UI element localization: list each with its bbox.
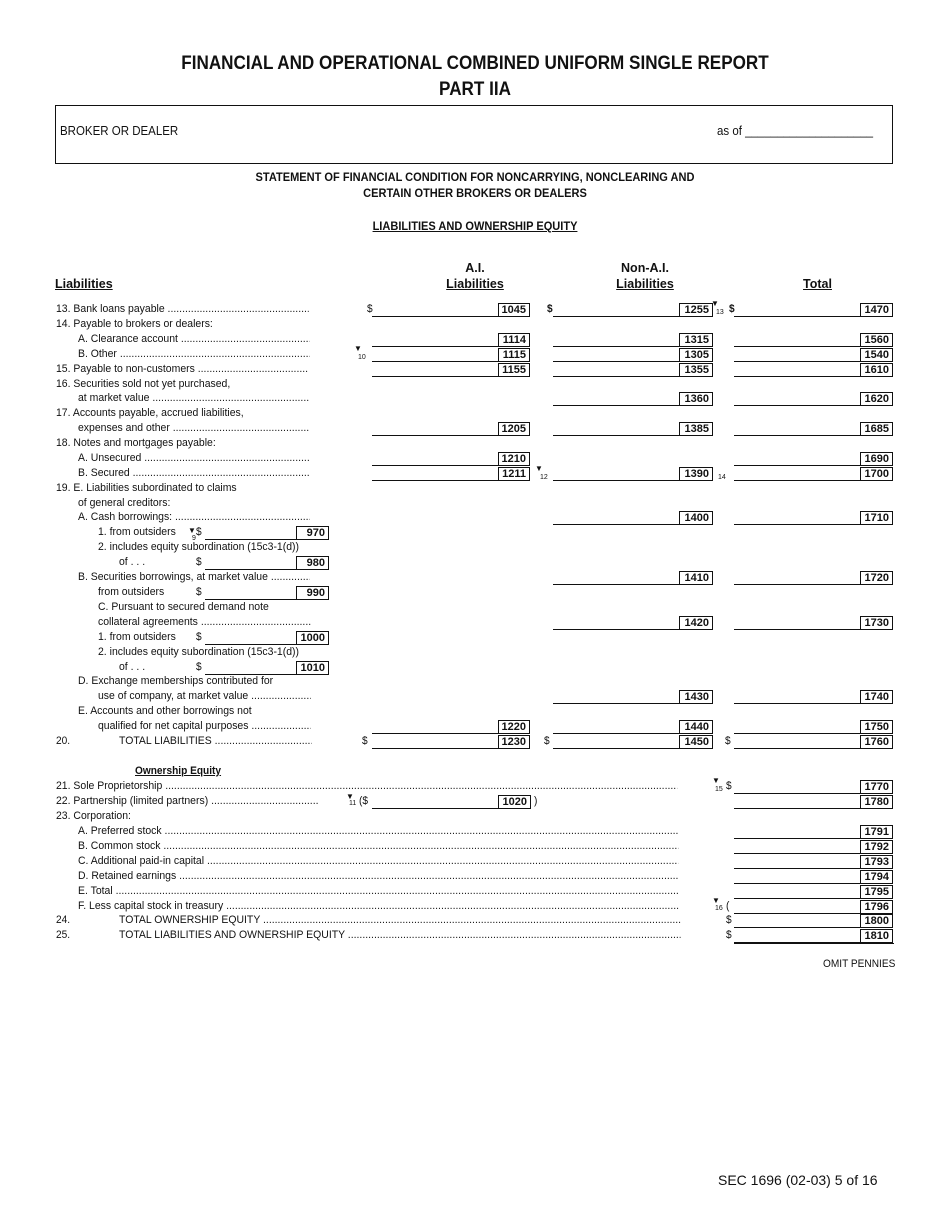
report-subtitle: PART IIA (439, 79, 511, 100)
row-27-label: E. Accounts and other borrowings not (78, 705, 252, 717)
row-28-label: qualified for net capital purposes ..... (98, 720, 311, 732)
dollar-20-ai: $ (362, 735, 368, 747)
row-10-total-code: 1690 (860, 452, 893, 466)
ref-11: 11 (349, 800, 357, 807)
row-4-total-field[interactable] (734, 364, 860, 377)
row-14-nonai-field[interactable] (553, 512, 679, 525)
row-8-ai-code: 1205 (498, 422, 530, 436)
omit-pennies: OMIT PENNIES (823, 958, 896, 970)
equity-row-1-inner-field[interactable] (372, 796, 498, 809)
row-29-ai-field[interactable] (372, 736, 498, 749)
equity-row-8-total-field[interactable] (734, 901, 860, 914)
row-4-nonai-code: 1355 (679, 363, 713, 377)
equity-row-10-total-code: 1810 (860, 929, 893, 943)
row-17-inner-code: 980 (296, 556, 329, 570)
row-24-inner-field[interactable] (205, 662, 296, 675)
equity-row-6-label: D. Retained earnings ..... (78, 870, 678, 882)
tri-10: ▼ (354, 344, 362, 353)
equity-row-8-total-code: 1796 (860, 900, 893, 914)
row-8-ai-field[interactable] (372, 423, 498, 436)
row-19-label: from outsiders (98, 586, 165, 598)
row-15-label: 1. from outsiders (98, 526, 176, 538)
row-28-ai-code: 1220 (498, 720, 530, 734)
tri-13: ▼ (711, 299, 719, 308)
row-22-label: 1. from outsiders (98, 631, 176, 643)
dollar-13-total: $ (729, 303, 735, 315)
row-12-label: 19. E. Liabilities subordinated to claims (56, 482, 237, 494)
row-21-nonai-field[interactable] (553, 617, 679, 630)
dollar-20-total: $ (725, 735, 731, 747)
row-2-ai-code: 1114 (498, 333, 530, 347)
row-3-nonai-code: 1305 (679, 348, 713, 362)
ref-12: 12 (540, 474, 548, 481)
ai-header-1: A.I. (465, 261, 485, 275)
equity-row-1-inner-code: 1020 (498, 795, 531, 809)
equity-row-4-total-code: 1792 (860, 840, 893, 854)
equity-row-7-label: E. Total ..... (78, 885, 678, 897)
row-18-label: B. Securities borrowings, at market value ..... (78, 571, 310, 583)
row-11-nonai-field[interactable] (553, 468, 679, 481)
equity-row-3-total-code: 1791 (860, 825, 893, 839)
row-14-label: A. Cash borrowings: ..... (78, 511, 310, 523)
equity-row-9-total-code: 1800 (860, 914, 893, 928)
equity-row-4-label: B. Common stock ..... (78, 840, 678, 852)
row-11-total-field[interactable] (734, 468, 860, 481)
row-2-nonai-field[interactable] (553, 334, 679, 347)
row-0-label: 13. Bank loans payable ..... (56, 303, 309, 315)
row-0-total-field[interactable] (734, 304, 860, 317)
row-8-total-field[interactable] (734, 423, 860, 436)
liabilities-header: Liabilities (55, 277, 113, 291)
row-3-ai-field[interactable] (372, 349, 498, 362)
row-19-inner-field[interactable] (205, 587, 296, 600)
row-2-label: A. Clearance account ..... (78, 333, 310, 345)
row-6-nonai-code: 1360 (679, 392, 713, 406)
row-0-nonai-code: 1255 (679, 303, 713, 317)
open-paren-1796: ( (726, 900, 730, 912)
ai-header-2: Liabilities (446, 277, 504, 291)
row-4-ai-field[interactable] (372, 364, 498, 377)
equity-row-9-total-field[interactable] (734, 915, 860, 928)
row-5-label: 16. Securities sold not yet purchased, (56, 378, 231, 390)
row-24-label: of . . . (119, 661, 146, 673)
row-20-label: C. Pursuant to secured demand note (98, 601, 269, 613)
row-2-ai-field[interactable] (372, 334, 498, 347)
tri-16: ▼ (712, 896, 720, 905)
row-14-total-field[interactable] (734, 512, 860, 525)
broker-label: BROKER OR DEALER (60, 124, 179, 138)
row-26-nonai-code: 1430 (679, 690, 713, 704)
nonai-header-1: Non-A.I. (621, 261, 669, 275)
row-23-label: 2. includes equity subordination (15c3-1(d)) (98, 646, 299, 658)
row-9-label: 18. Notes and mortgages payable: (56, 437, 216, 449)
equity-row-0-label: 21. Sole Proprietorship ..... (56, 780, 677, 792)
row-21-total-code: 1730 (860, 616, 893, 630)
row-29-total-field[interactable] (734, 736, 860, 749)
equity-row-9-label: TOTAL OWNERSHIP EQUITY ..... (119, 914, 680, 926)
equity-row-3-total-field[interactable] (734, 826, 860, 839)
row-24-inner-code: 1010 (296, 661, 329, 675)
nonai-header-2: Liabilities (616, 277, 674, 291)
double-underline (734, 943, 894, 944)
row-24-inner-dollar: $ (196, 661, 202, 673)
dollar-20-nonai: $ (544, 735, 550, 747)
row-18-nonai-field[interactable] (553, 572, 679, 585)
statement-title-2: CERTAIN OTHER BROKERS OR DEALERS (363, 186, 587, 200)
equity-row-0-total-field[interactable] (734, 781, 860, 794)
equity-row-1-total-code: 1780 (860, 795, 893, 809)
row-3-total-field[interactable] (734, 349, 860, 362)
form-id: SEC 1696 (02-03) 5 of 16 (718, 1172, 878, 1188)
row-19-inner-code: 990 (296, 586, 329, 600)
row-16-label: 2. includes equity subordination (15c3-1(d)) (98, 541, 299, 553)
row-10-ai-code: 1210 (498, 452, 530, 466)
section-title: LIABILITIES AND OWNERSHIP EQUITY (372, 219, 578, 233)
equity-row-9-num: 24. (56, 914, 71, 926)
equity-row-3-label: A. Preferred stock ..... (78, 825, 678, 837)
row-11-nonai-code: 1390 (679, 467, 713, 481)
row-15-inner-code: 970 (296, 526, 329, 540)
row-1-label: 14. Payable to brokers or dealers: (56, 318, 213, 330)
row-4-total-code: 1610 (860, 363, 893, 377)
row-17-label: of . . . (119, 556, 146, 568)
row-14-nonai-code: 1400 (679, 511, 713, 525)
row-17-inner-field[interactable] (205, 557, 296, 570)
equity-row-1-close-paren: ) (534, 795, 538, 807)
row-2-nonai-code: 1315 (679, 333, 713, 347)
row-15-inner-dollar: $ (196, 526, 202, 538)
row-13-label: of general creditors: (78, 497, 171, 509)
equity-row-10-label: TOTAL LIABILITIES AND OWNERSHIP EQUITY ..... (119, 929, 680, 941)
row-4-label: 15. Payable to non-customers ..... (56, 363, 309, 375)
row-18-nonai-code: 1410 (679, 571, 713, 585)
tri-15: ▼ (712, 776, 720, 785)
row-3-ai-code: 1115 (498, 348, 530, 362)
equity-row-1-paren-dollar: ($ (359, 795, 368, 807)
equity-row-1-label: 22. Partnership (limited partners) ..... (56, 795, 318, 807)
row-26-nonai-field[interactable] (553, 691, 679, 704)
row-15-inner-field[interactable] (205, 527, 296, 540)
dollar-13-ai: $ (367, 303, 373, 315)
row-11-label: B. Secured ..... (78, 467, 310, 479)
row-11-ai-field[interactable] (372, 468, 498, 481)
dollar-21: $ (726, 780, 732, 792)
row-6-total-field[interactable] (734, 393, 860, 406)
statement-title-1: STATEMENT OF FINANCIAL CONDITION FOR NONCARRYING, NONCLEARING AND (255, 170, 695, 184)
equity-row-6-total-field[interactable] (734, 871, 860, 884)
row-29-total-code: 1760 (860, 735, 893, 749)
report-title: FINANCIAL AND OPERATIONAL COMBINED UNIFORM SINGLE REPORT (181, 53, 769, 74)
row-21-label: collateral agreements ..... (98, 616, 311, 628)
ref-16: 16 (715, 905, 723, 912)
equity-row-5-total-code: 1793 (860, 855, 893, 869)
equity-row-10-num: 25. (56, 929, 71, 941)
equity-row-2-label: 23. Corporation: (56, 810, 131, 822)
ref-13: 13 (716, 309, 724, 316)
tri-12: ▼ (535, 464, 543, 473)
row-10-ai-field[interactable] (372, 453, 498, 466)
row-18-total-code: 1720 (860, 571, 893, 585)
row-6-total-code: 1620 (860, 392, 893, 406)
row-18-total-field[interactable] (734, 572, 860, 585)
row-0-ai-code: 1045 (498, 303, 530, 317)
equity-row-7-total-field[interactable] (734, 886, 860, 899)
row-29-num: 20. (56, 735, 71, 747)
row-22-inner-dollar: $ (196, 631, 202, 643)
row-8-label: expenses and other ..... (78, 422, 310, 434)
row-8-total-code: 1685 (860, 422, 893, 436)
total-header: Total (803, 277, 832, 291)
ref-14: 14 (718, 474, 726, 481)
equity-row-6-total-code: 1794 (860, 870, 893, 884)
row-17-inner-dollar: $ (196, 556, 202, 568)
tri-9: ▼ (188, 526, 196, 535)
ref-10: 10 (358, 354, 366, 361)
row-22-inner-code: 1000 (296, 631, 329, 645)
equity-row-0-total-code: 1770 (860, 780, 893, 794)
row-29-label: TOTAL LIABILITIES ..... (119, 735, 312, 747)
equity-row-7-total-code: 1795 (860, 885, 893, 899)
row-21-nonai-code: 1420 (679, 616, 713, 630)
equity-row-10-total-field[interactable] (734, 930, 860, 943)
dollar-25: $ (726, 929, 732, 941)
dollar-13-nonai: $ (547, 303, 553, 315)
equity-row-5-label: C. Additional paid-in capital ..... (78, 855, 678, 867)
row-29-nonai-code: 1450 (679, 735, 713, 749)
row-29-ai-code: 1230 (498, 735, 530, 749)
row-29-nonai-field[interactable] (553, 736, 679, 749)
equity-row-8-label: F. Less capital stock in treasury ..... (78, 900, 678, 912)
row-3-total-code: 1540 (860, 348, 893, 362)
row-28-nonai-field[interactable] (553, 721, 679, 734)
row-19-inner-dollar: $ (196, 586, 202, 598)
ref-15: 15 (715, 786, 723, 793)
row-11-total-code: 1700 (860, 467, 893, 481)
row-0-total-code: 1470 (860, 303, 893, 317)
equity-row-5-total-field[interactable] (734, 856, 860, 869)
row-28-total-field[interactable] (734, 721, 860, 734)
row-0-nonai-field[interactable] (553, 304, 679, 317)
row-22-inner-field[interactable] (205, 632, 296, 645)
equity-row-1-total-field[interactable] (734, 796, 860, 809)
row-0-ai-field[interactable] (372, 304, 498, 317)
row-8-nonai-field[interactable] (553, 423, 679, 436)
row-25-label: D. Exchange memberships contributed for (78, 675, 274, 687)
row-11-ai-code: 1211 (498, 467, 530, 481)
row-26-total-code: 1740 (860, 690, 893, 704)
row-28-nonai-code: 1440 (679, 720, 713, 734)
row-3-nonai-field[interactable] (553, 349, 679, 362)
row-21-total-field[interactable] (734, 617, 860, 630)
row-6-label: at market value ..... (78, 392, 310, 404)
row-26-label: use of company, at market value ..... (98, 690, 311, 702)
equity-row-4-total-field[interactable] (734, 841, 860, 854)
row-7-label: 17. Accounts payable, accrued liabilities, (56, 407, 244, 419)
row-6-nonai-field[interactable] (553, 393, 679, 406)
row-4-ai-code: 1155 (498, 363, 530, 377)
ownership-equity-heading: Ownership Equity (135, 765, 222, 777)
row-28-total-code: 1750 (860, 720, 893, 734)
dollar-24: $ (726, 914, 732, 926)
as-of-field[interactable]: as of ____________________ (717, 124, 874, 138)
row-4-nonai-field[interactable] (553, 364, 679, 377)
row-14-total-code: 1710 (860, 511, 893, 525)
tri-11: ▼ (346, 792, 354, 801)
row-3-label: B. Other ..... (78, 348, 310, 360)
row-2-total-code: 1560 (860, 333, 893, 347)
row-8-nonai-code: 1385 (679, 422, 713, 436)
row-10-label: A. Unsecured ..... (78, 452, 310, 464)
row-10-total-field[interactable] (734, 453, 860, 466)
row-28-ai-field[interactable] (372, 721, 498, 734)
row-2-total-field[interactable] (734, 334, 860, 347)
row-26-total-field[interactable] (734, 691, 860, 704)
ref-9: 9 (192, 535, 196, 542)
